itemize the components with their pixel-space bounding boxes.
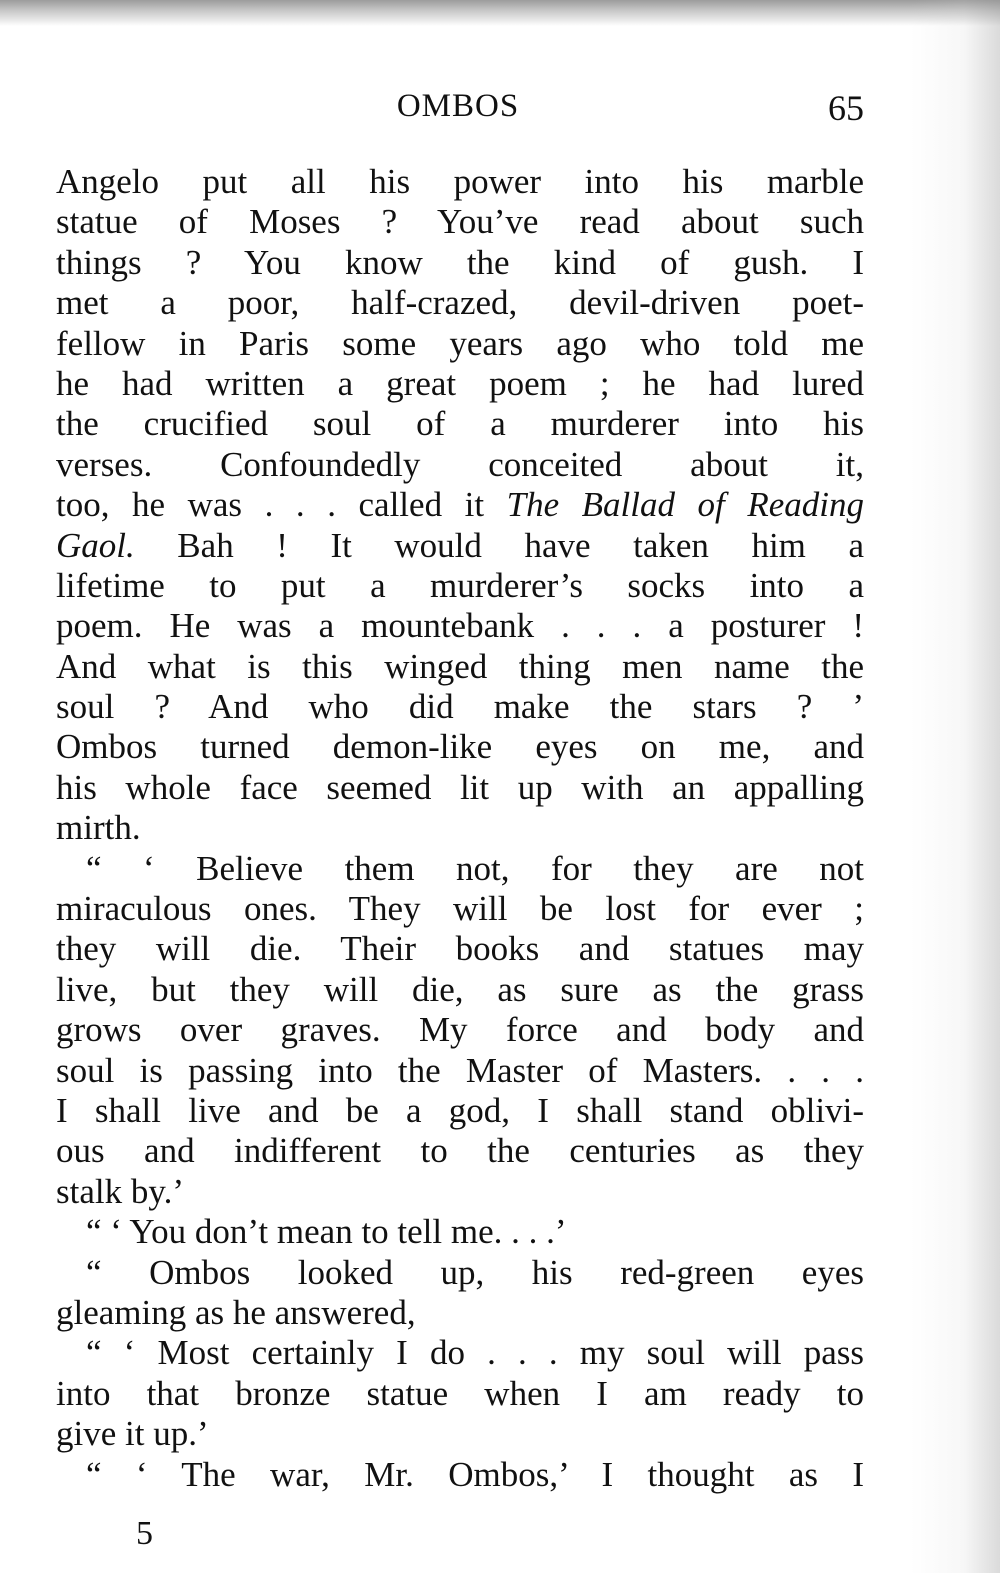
text-line: “ ‘ Most certainly I do . . . my soul will pass [86,1333,864,1373]
text-line: statue of Moses ? You’ve read about such [56,202,864,242]
text-line: Ombos turned demon-like eyes on me, and [56,727,864,767]
text-line-part: too, he was . . . called it [56,485,507,525]
text-line: lifetime to put a murderer’s socks into a [56,565,864,605]
text-line: soul is passing into the Master of Masters. . . . [56,1050,864,1090]
text-line: miraculous ones. They will be lost for ever ; [56,889,864,929]
text-line: give it up.’ [56,1414,209,1454]
text-line: they will die. Their books and statues may [56,929,864,969]
text-line: he had written a great poem ; he had lured [56,363,864,403]
text-line: live, but they will die, as sure as the grass [56,969,864,1009]
text-line: “ Ombos looked up, his red-green eyes [86,1252,864,1292]
italic-book-title-end: Gaol. [56,525,135,565]
text-line: into that bronze statue when I am ready to [56,1373,864,1413]
text-line: his whole face seemed lit up with an appalling [56,767,864,807]
page-header [52,86,864,130]
text-line: “ ‘ The war, Mr. Ombos,’ I thought as I [86,1454,864,1494]
text-line-with-title [56,526,864,566]
text-line-part: Bah ! It would have taken him a [134,525,864,565]
text-line: things ? You know the kind of gush. I [56,242,864,282]
signature-mark: 5 [136,1515,153,1552]
text-line: “ ‘ You don’t mean to tell me. . . .’ [86,1212,567,1252]
text-line: And what is this winged thing men name the [56,646,864,686]
text-line: poem. He was a mountebank . . . a posturer ! [56,606,864,646]
body-text [56,162,864,1495]
italic-book-title: The Ballad of Reading [506,485,864,525]
text-line: stalk by.’ [56,1171,184,1211]
text-line: Angelo put all his power into his marble [56,162,864,201]
text-line: the crucified soul of a murderer into his [56,404,864,444]
page-number: 65 [828,88,864,128]
text-line: gleaming as he answered, [56,1292,416,1332]
text-line: “ ‘ Believe them not, for they are not [86,848,864,888]
text-line: grows over graves. My force and body and [56,1010,864,1050]
text-line: met a poor, half-crazed, devil-driven poet- [56,283,864,323]
text-line: fellow in Paris some years ago who told me [56,323,864,363]
running-title: OMBOS [396,88,520,124]
text-line: mirth. [56,808,141,848]
text-line: I shall live and be a god, I shall stand oblivi- [56,1090,864,1130]
page-edge-shadow-right [910,0,1000,1573]
text-line-with-title [56,485,864,525]
page-edge-shadow-top [0,0,1000,26]
text-line: verses. Confoundedly conceited about it, [56,444,864,484]
text-line: soul ? And who did make the stars ? ’ [56,687,864,727]
text-line: ous and indifferent to the centuries as they [56,1131,864,1171]
